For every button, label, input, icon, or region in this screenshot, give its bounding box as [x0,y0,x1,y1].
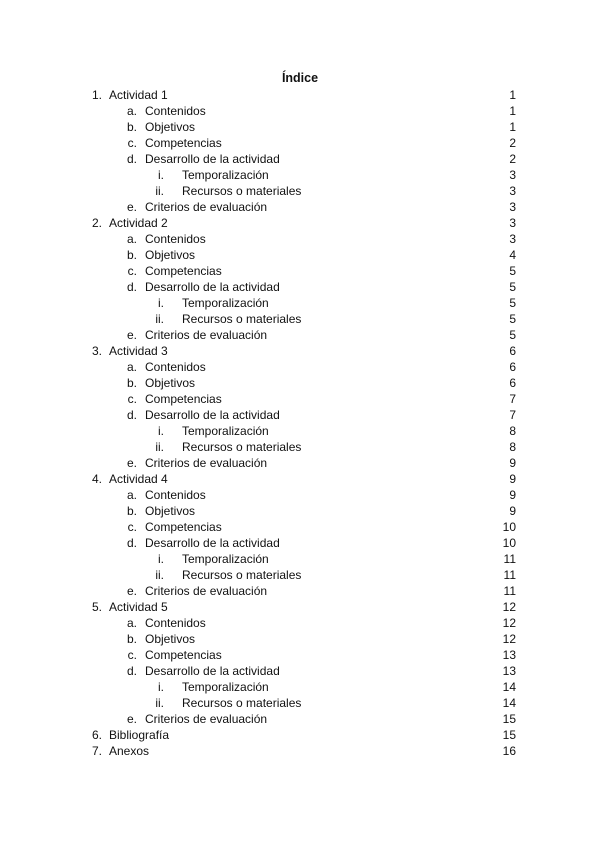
toc-entry-label: Criterios de evaluación [145,712,268,726]
toc-entry[interactable] [0,295,600,311]
toc-entry-page: 13 [502,648,516,662]
toc-entry-label: Competencias [145,136,222,150]
toc-entry-page: 8 [509,424,516,438]
toc-entry-number: ii. [155,184,164,198]
toc-entry-label: Contenidos [145,488,206,502]
toc-entry-label: Desarrollo de la actividad [145,152,280,166]
toc-entry-number: i. [158,552,164,566]
toc-entry-number: b. [126,248,137,262]
toc-entry-page: 9 [509,456,516,470]
toc-entry-number: a. [126,360,137,374]
toc-entry[interactable] [0,151,600,167]
toc-entry-page: 11 [503,552,516,566]
toc-entry-label: Desarrollo de la actividad [145,280,280,294]
toc-entry-page: 13 [502,664,516,678]
table-of-contents [0,87,600,759]
toc-entry[interactable] [0,247,600,263]
toc-entry-label: Criterios de evaluación [145,200,268,214]
toc-entry-label: Contenidos [145,104,206,118]
toc-entry-number: i. [158,424,164,438]
toc-entry-label: Actividad 3 [109,344,168,358]
toc-entry-page: 15 [502,712,516,726]
toc-entry-label: Criterios de evaluación [145,456,268,470]
toc-entry-number: e. [126,200,137,214]
toc-entry-label: Desarrollo de la actividad [145,536,280,550]
toc-entry-number: 1. [91,88,102,102]
toc-entry-page: 12 [502,632,516,646]
toc-entry-label: Contenidos [145,232,206,246]
toc-entry-page: 14 [502,680,516,694]
toc-entry[interactable] [0,535,600,551]
toc-entry-number: d. [126,536,137,550]
toc-entry[interactable] [0,375,600,391]
toc-entry-label: Competencias [145,392,222,406]
toc-entry-page: 16 [502,744,516,758]
toc-title: Índice [281,71,319,85]
toc-entry-page: 3 [509,200,516,214]
toc-entry[interactable] [0,87,600,103]
toc-entry[interactable] [0,423,600,439]
toc-entry[interactable] [0,647,600,663]
toc-entry-page: 7 [509,408,516,422]
toc-entry[interactable] [0,487,600,503]
toc-entry-page: 7 [509,392,516,406]
toc-entry-number: e. [126,456,137,470]
toc-entry-page: 14 [502,696,516,710]
toc-entry-page: 5 [509,296,516,310]
toc-entry-page: 12 [502,616,516,630]
toc-entry-page: 3 [509,216,516,230]
toc-entry-page: 12 [502,600,516,614]
toc-entry-page: 5 [509,280,516,294]
toc-entry-number: i. [158,296,164,310]
toc-entry[interactable] [0,327,600,343]
toc-entry-label: Bibliografía [109,728,170,742]
toc-entry-label: Actividad 2 [109,216,168,230]
toc-entry-label: Temporalización [182,296,269,310]
toc-entry-page: 5 [509,264,516,278]
toc-entry-number: d. [126,664,137,678]
toc-entry[interactable] [0,471,600,487]
toc-entry-number: 3. [91,344,102,358]
toc-entry[interactable] [0,215,600,231]
toc-entry-number: 4. [91,472,102,486]
toc-entry[interactable] [0,551,600,567]
toc-entry-number: a. [126,232,137,246]
toc-entry-page: 9 [509,504,516,518]
toc-entry-page: 2 [509,152,516,166]
toc-entry-label: Recursos o materiales [182,696,302,710]
toc-entry[interactable] [0,439,600,455]
toc-entry-label: Competencias [145,520,222,534]
toc-entry-label: Temporalización [182,680,269,694]
toc-entry[interactable] [0,663,600,679]
toc-entry[interactable] [0,727,600,743]
toc-entry-number: b. [126,376,137,390]
toc-entry-page: 3 [509,232,516,246]
toc-entry[interactable] [0,743,600,759]
toc-entry-number: e. [126,584,137,598]
toc-entry-number: a. [126,616,137,630]
toc-entry-number: 2. [91,216,102,230]
toc-entry-label: Competencias [145,264,222,278]
toc-entry-number: a. [126,104,137,118]
toc-entry[interactable] [0,407,600,423]
toc-entry-label: Anexos [109,744,150,758]
toc-entry-page: 8 [509,440,516,454]
toc-entry-number: 5. [91,600,102,614]
toc-entry-number: c. [127,648,137,662]
toc-entry-label: Actividad 1 [109,88,168,102]
toc-entry[interactable] [0,519,600,535]
toc-entry-page: 6 [509,344,516,358]
toc-entry-label: Temporalización [182,552,269,566]
toc-entry-number: ii. [155,440,164,454]
toc-entry-number: c. [127,136,137,150]
toc-entry-number: 6. [91,728,102,742]
toc-entry[interactable] [0,343,600,359]
toc-entry-label: Recursos o materiales [182,568,302,582]
toc-entry-label: Recursos o materiales [182,184,302,198]
toc-entry-label: Competencias [145,648,222,662]
toc-entry-label: Recursos o materiales [182,312,302,326]
toc-entry-page: 15 [502,728,516,742]
toc-entry-page: 4 [509,248,516,262]
toc-entry-label: Criterios de evaluación [145,328,268,342]
toc-entry-page: 1 [509,120,516,134]
toc-entry-label: Objetivos [145,504,196,518]
toc-entry-page: 2 [509,136,516,150]
toc-entry[interactable] [0,183,600,199]
toc-entry[interactable] [0,583,600,599]
toc-entry-number: c. [127,520,137,534]
toc-entry-page: 11 [503,584,516,598]
toc-entry-label: Contenidos [145,616,206,630]
toc-entry[interactable] [0,567,600,583]
toc-entry-label: Desarrollo de la actividad [145,664,280,678]
toc-entry-number: b. [126,120,137,134]
toc-entry-label: Temporalización [182,168,269,182]
toc-entry[interactable] [0,599,600,615]
toc-entry[interactable] [0,359,600,375]
toc-entry-page: 6 [509,376,516,390]
toc-entry-label: Objetivos [145,248,196,262]
toc-entry-label: Actividad 5 [109,600,168,614]
toc-entry-number: ii. [155,696,164,710]
toc-entry[interactable] [0,503,600,519]
toc-entry[interactable] [0,311,600,327]
toc-entry[interactable] [0,135,600,151]
toc-entry-number: e. [126,712,137,726]
toc-entry-label: Objetivos [145,632,196,646]
toc-entry[interactable] [0,231,600,247]
toc-entry[interactable] [0,263,600,279]
toc-entry-page: 9 [509,488,516,502]
toc-entry-label: Actividad 4 [109,472,168,486]
toc-entry[interactable] [0,103,600,119]
toc-entry[interactable] [0,615,600,631]
toc-entry-page: 10 [502,536,516,550]
toc-entry-number: ii. [155,568,164,582]
toc-entry-number: c. [127,264,137,278]
toc-entry-label: Objetivos [145,376,196,390]
toc-entry[interactable] [0,391,600,407]
toc-entry-label: Criterios de evaluación [145,584,268,598]
toc-entry-page: 3 [509,168,516,182]
toc-entry-page: 1 [509,104,516,118]
toc-entry-page: 11 [503,568,516,582]
toc-entry-label: Temporalización [182,424,269,438]
toc-entry-label: Recursos o materiales [182,440,302,454]
toc-entry-number: b. [126,504,137,518]
toc-entry[interactable] [0,631,600,647]
toc-entry-page: 5 [509,328,516,342]
toc-entry-number: i. [158,168,164,182]
toc-entry[interactable] [0,119,600,135]
toc-entry-label: Desarrollo de la actividad [145,408,280,422]
toc-entry-number: 7. [91,744,102,758]
toc-entry[interactable] [0,199,600,215]
toc-entry-number: b. [126,632,137,646]
toc-entry-number: d. [126,408,137,422]
toc-entry-number: d. [126,152,137,166]
toc-entry[interactable] [0,711,600,727]
toc-entry-label: Contenidos [145,360,206,374]
toc-entry[interactable] [0,455,600,471]
toc-entry[interactable] [0,695,600,711]
toc-entry-page: 10 [502,520,516,534]
toc-entry-number: e. [126,328,137,342]
toc-entry[interactable] [0,679,600,695]
toc-entry-label: Objetivos [145,120,196,134]
toc-entry-number: a. [126,488,137,502]
toc-entry-number: i. [158,680,164,694]
toc-entry-number: c. [127,392,137,406]
toc-entry-page: 6 [509,360,516,374]
toc-entry-page: 1 [509,88,516,102]
toc-entry[interactable] [0,167,600,183]
toc-entry-page: 5 [509,312,516,326]
toc-entry-number: d. [126,280,137,294]
toc-entry[interactable] [0,279,600,295]
toc-entry-page: 3 [509,184,516,198]
toc-entry-page: 9 [509,472,516,486]
toc-entry-number: ii. [155,312,164,326]
